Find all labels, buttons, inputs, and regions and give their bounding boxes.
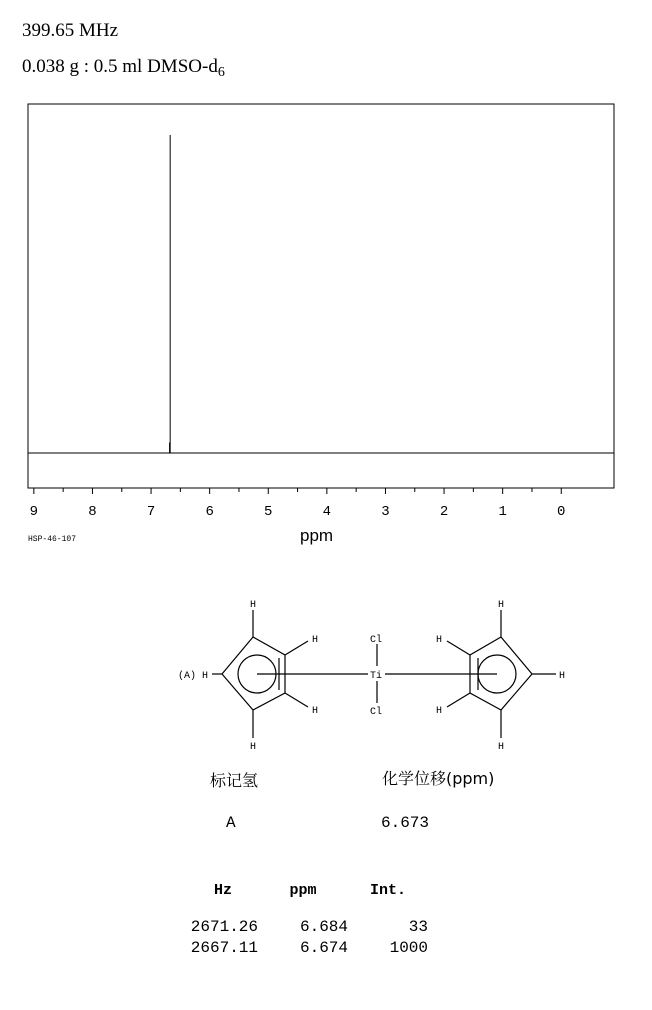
assignment-header-label: 标记氢 <box>210 771 259 790</box>
atom-h: H <box>312 635 319 646</box>
assignment-shift: 6.673 <box>381 814 430 832</box>
atom-h: H <box>498 742 505 753</box>
peak-table <box>188 878 428 958</box>
tick-label: 4 <box>322 504 332 520</box>
tick-label: 0 <box>557 504 566 520</box>
atom-h: H <box>498 600 505 611</box>
assignment-header-shift: 化学位移(ppm) <box>382 769 495 788</box>
label-a: (A) <box>178 671 197 682</box>
cell-hz: 2667.11 <box>190 938 258 957</box>
sample-text: 0.038 g : 0.5 ml DMSO-d <box>22 56 218 77</box>
tick-label: 9 <box>29 504 39 520</box>
table-row <box>188 916 428 937</box>
table-row <box>188 937 428 958</box>
tick-label: 8 <box>88 504 97 520</box>
tick-label: 6 <box>205 504 214 520</box>
cell-hz: 2671.26 <box>190 917 258 936</box>
sample-id: HSP-46-107 <box>28 535 77 544</box>
tick-label: 1 <box>498 504 507 520</box>
column-header-hz: Hz <box>213 881 232 899</box>
bond <box>285 693 308 707</box>
cell-int: 33 <box>408 917 428 936</box>
bond <box>285 641 308 655</box>
cell-ppm: 6.674 <box>299 938 348 957</box>
tick-label: 7 <box>146 504 156 520</box>
atom-h: H <box>559 671 566 682</box>
atom-h: H <box>250 742 257 753</box>
sample-subscript: 6 <box>217 65 225 80</box>
cell-ppm: 6.684 <box>299 917 348 936</box>
spectrometer-frequency: 399.65 MHz <box>22 20 119 41</box>
atom-h: H <box>202 671 209 682</box>
atom-ti: Ti <box>370 671 383 682</box>
atom-h: H <box>436 635 443 646</box>
tick-label: 3 <box>381 504 390 520</box>
tick-label: 2 <box>439 504 449 520</box>
column-header-int: Int. <box>369 881 406 899</box>
atom-cl: Cl <box>370 635 383 646</box>
cell-int: 1000 <box>389 938 428 957</box>
atom-h: H <box>312 706 319 717</box>
tick-label: 5 <box>264 504 273 520</box>
bond <box>447 641 470 655</box>
x-axis-label: ppm <box>300 526 334 545</box>
bond <box>447 693 470 707</box>
assignment-label: A <box>226 814 236 832</box>
atom-h: H <box>436 706 443 717</box>
peak-table-header <box>188 878 428 902</box>
atom-h: H <box>250 600 257 611</box>
atom-cl: Cl <box>370 707 383 718</box>
column-header-ppm: ppm <box>289 881 317 899</box>
